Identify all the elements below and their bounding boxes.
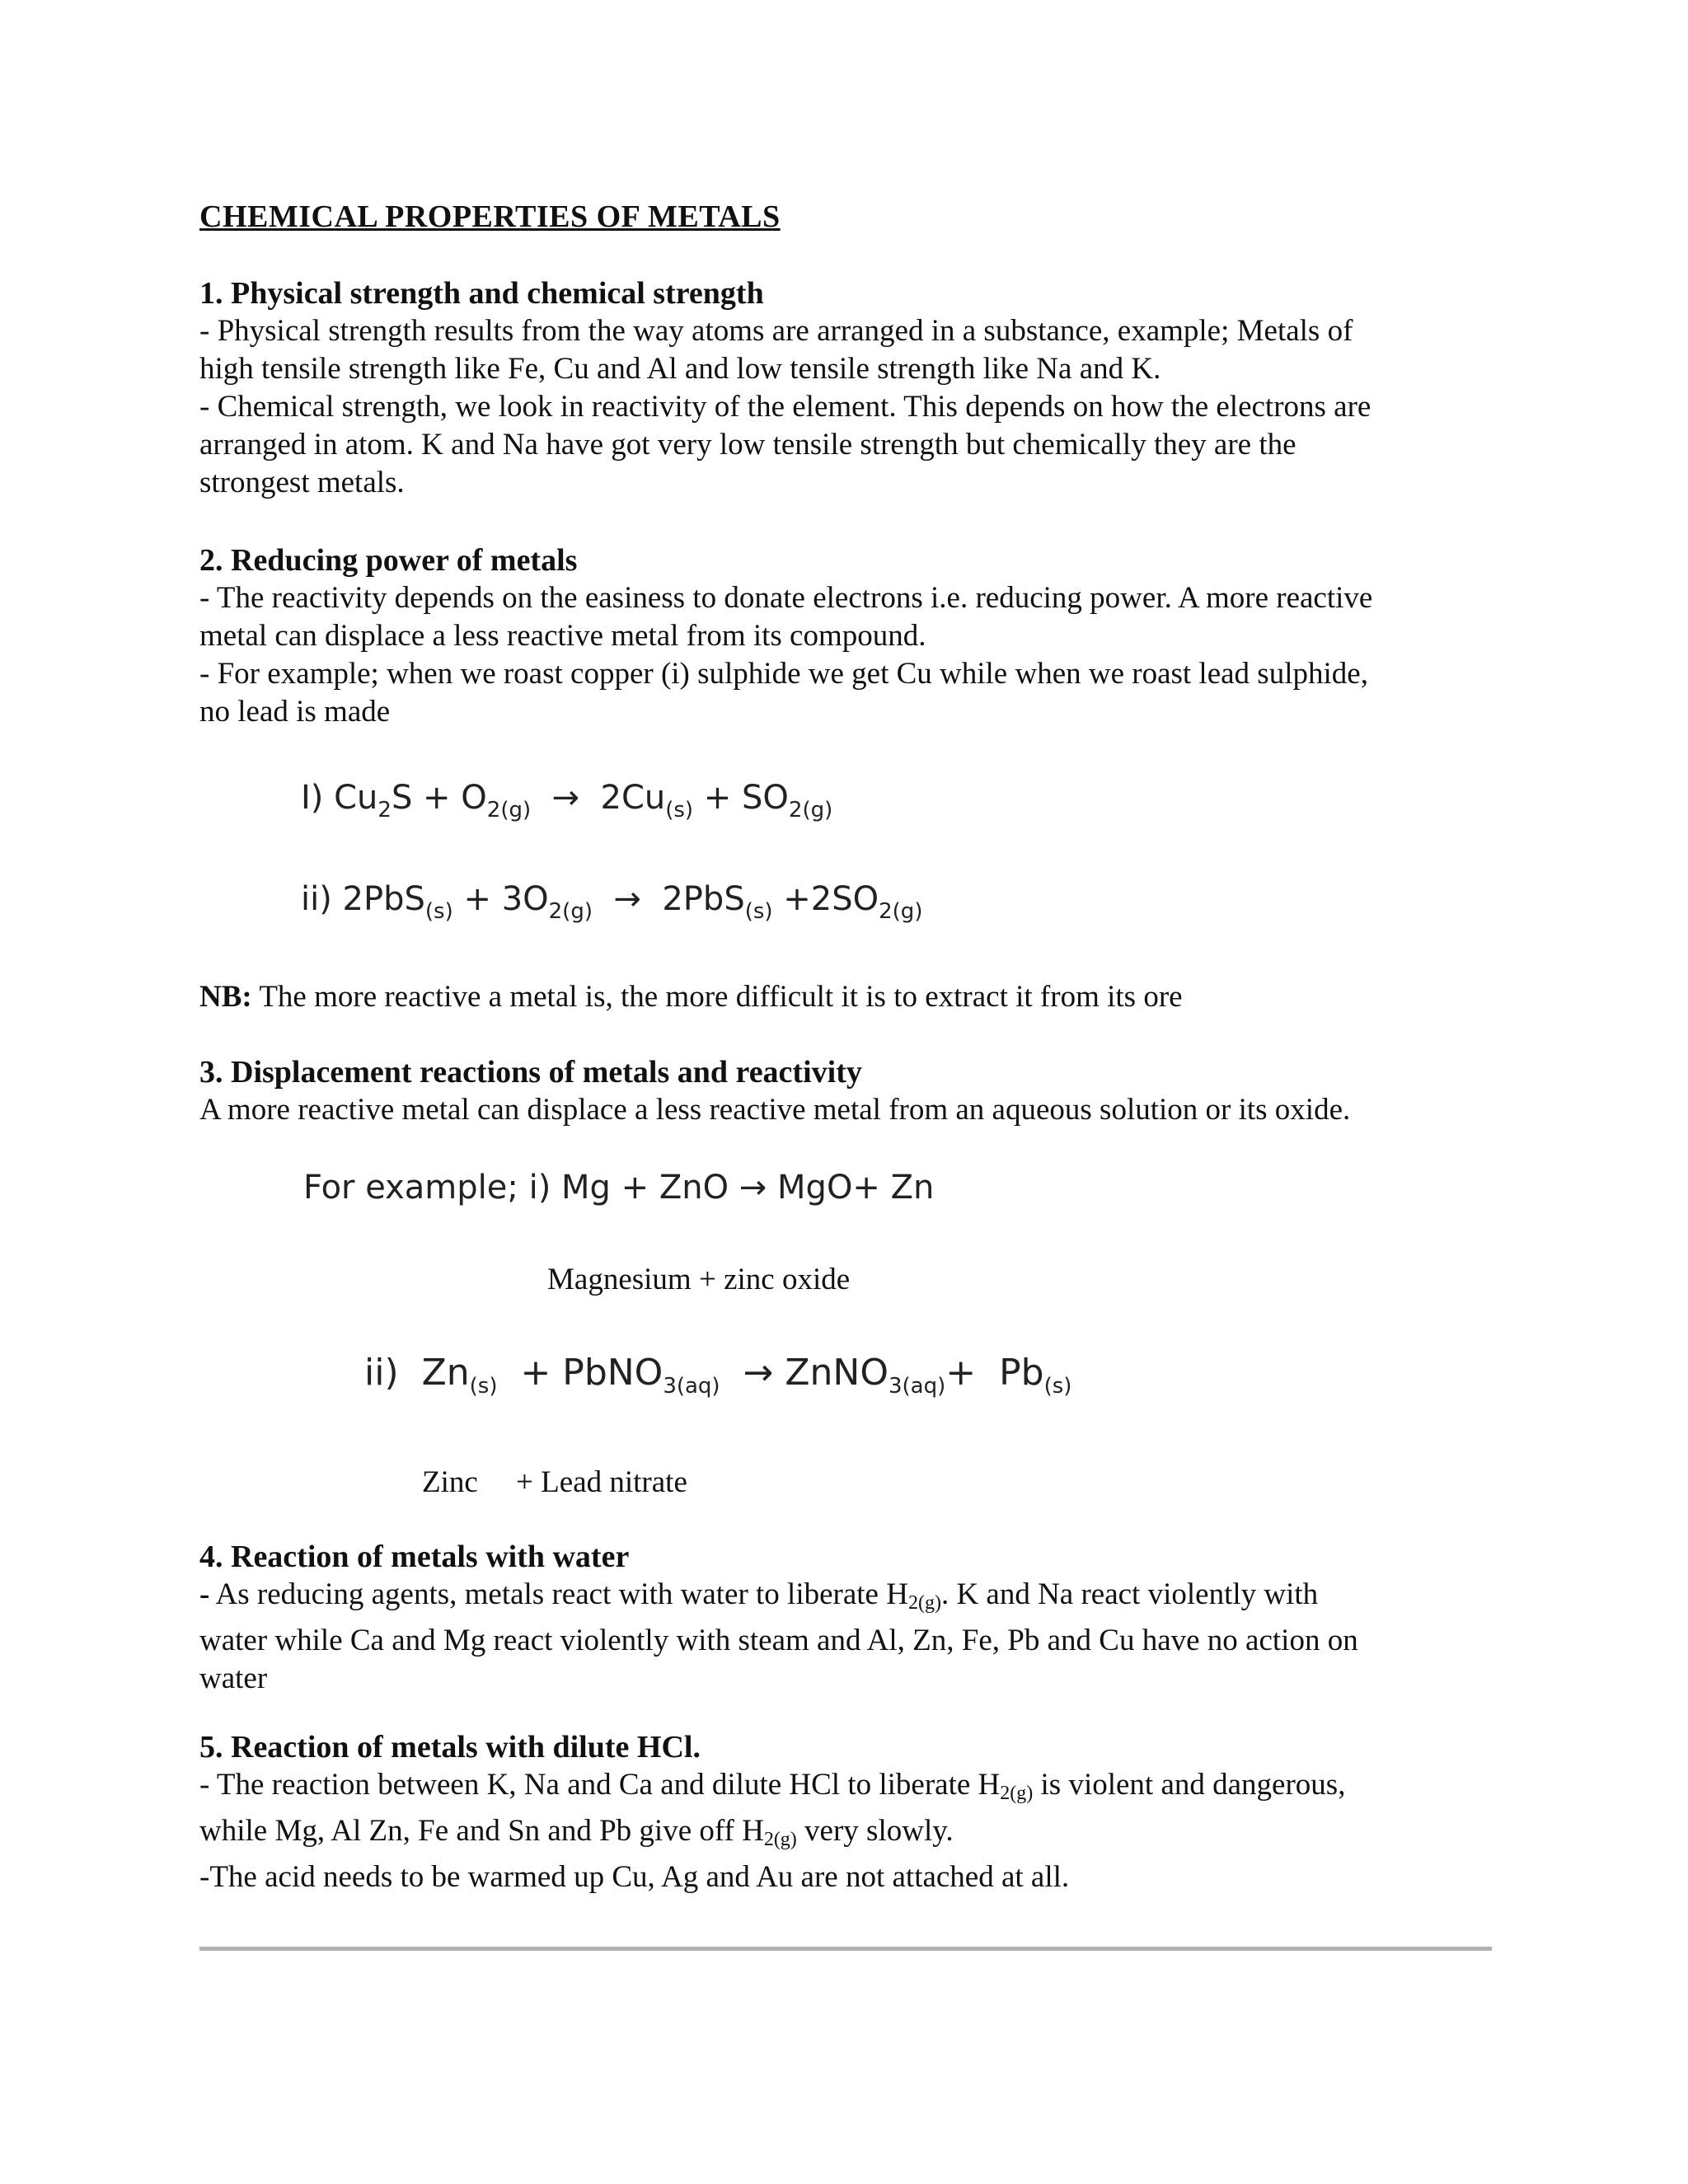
- section-5-line: -The acid needs to be warmed up Cu, Ag and Au are not attached at all.: [199, 1860, 1070, 1894]
- equation-caption: Magnesium + zinc oxide: [547, 1263, 851, 1296]
- section-2-line: no lead is made: [199, 695, 391, 729]
- section-1-heading: 1. Physical strength and chemical strength: [199, 276, 764, 311]
- section-5: [199, 1728, 1485, 1896]
- section-4-heading: 4. Reaction of metals with water: [199, 1540, 630, 1574]
- equation-caption: Zinc + Lead nitrate: [422, 1465, 687, 1499]
- section-5-line: - The reaction between K, Na and Ca and dilute HCl to liberate $H_{2(g)}$ is violent and dangerous,: [199, 1768, 1346, 1804]
- page-title: CHEMICAL PROPERTIES OF METALS: [199, 199, 781, 234]
- section-2: [199, 541, 1485, 731]
- equation-magnesium-zinc-oxide: For example; i) Mg + ZnO → MgO+ Zn: [303, 1169, 935, 1207]
- section-5-heading: 5. Reaction of metals with dilute HCl.: [199, 1730, 701, 1765]
- section-4-line: water: [199, 1661, 268, 1695]
- section-1-line: high tensile strength like Fe, Cu and Al and low tensile strength like Na and K.: [199, 352, 1161, 386]
- section-3-line: A more reactive metal can displace a less reactive metal from an aqueous solution or its oxide.: [199, 1093, 1351, 1127]
- equation-roast-lead-sulphide: ii) $2PbS_{(s)} + 3O_{2(g)} \to 2PbS_{(s)} +2SO_{2(g)}$: [301, 880, 923, 924]
- section-3: [199, 1053, 1485, 1129]
- section-5-line: while Mg, Al Zn, Fe and Sn and Pb give off $H_{2(g)}$ very slowly.: [199, 1814, 954, 1850]
- nb-text: The more reactive a metal is, the more difficult it is to extract it from its ore: [251, 980, 1183, 1014]
- page-divider: [199, 1947, 1492, 1951]
- section-3-heading: 3. Displacement reactions of metals and reactivity: [199, 1055, 862, 1090]
- section-1: [199, 274, 1485, 502]
- equation-roast-copper-sulphide: I) $Cu_2S + O_{2(g)} \to 2Cu_{(s)} + SO_{2(g)}$: [301, 779, 833, 823]
- section-4: [199, 1538, 1485, 1698]
- nb-label: NB:: [199, 980, 252, 1014]
- section-1-line: - Chemical strength, we look in reactivity of the element. This depends on how the electrons are: [199, 390, 1372, 424]
- nb-note: [199, 978, 1485, 1016]
- section-2-line: - The reactivity depends on the easiness to donate electrons i.e. reducing power. A more reactive: [199, 581, 1373, 615]
- section-4-line: - As reducing agents, metals react with water to liberate $H_{2(g)}$. K and Na react violently with: [199, 1577, 1319, 1614]
- section-2-line: metal can displace a less reactive metal from its compound.: [199, 619, 926, 653]
- section-1-line: - Physical strength results from the way atoms are arranged in a substance, example; Metals of: [199, 314, 1353, 348]
- section-2-line: - For example; when we roast copper (i) sulphide we get Cu while when we roast lead sulphide,: [199, 657, 1368, 691]
- section-4-line: water while Ca and Mg react violently with steam and Al, Zn, Fe, Pb and Cu have no action on: [199, 1624, 1358, 1657]
- section-1-line: arranged in atom. K and Na have got very low tensile strength but chemically they are the: [199, 428, 1296, 462]
- equation-zinc-lead-nitrate: ii) $Zn_{(s)}$ + PbNO$_{3(aq)}$ → ZnNO$_{3(aq)}$+ $Pb_{(s)}$: [364, 1352, 1072, 1399]
- section-2-heading: 2. Reducing power of metals: [199, 543, 578, 578]
- section-1-line: strongest metals.: [199, 466, 405, 499]
